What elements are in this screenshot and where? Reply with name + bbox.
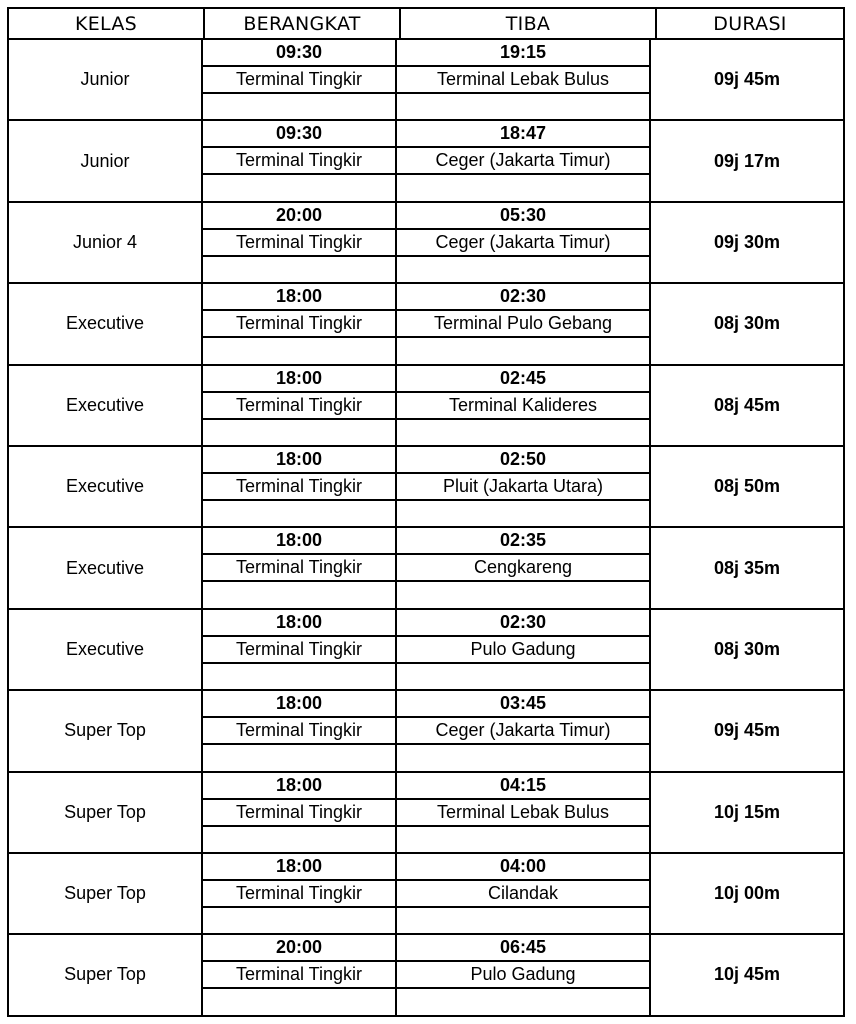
kelas-cell: Executive: [9, 447, 203, 526]
kelas-cell: Executive: [9, 284, 203, 363]
tiba-cell: [397, 121, 651, 200]
table-row: [7, 366, 845, 447]
arrival-place: Ceger (Jakarta Timur): [397, 148, 649, 175]
arrival-time: 02:30: [397, 284, 649, 311]
berangkat-cell: [203, 528, 397, 607]
tiba-cell: [397, 366, 651, 445]
tiba-cell: [397, 691, 651, 770]
kelas-cell: Super Top: [9, 773, 203, 852]
table-row: [7, 121, 845, 202]
table-row: [7, 854, 845, 935]
tiba-cell: [397, 284, 651, 363]
empty-subcell: [397, 989, 649, 1014]
durasi-cell: 08j 30m: [713, 638, 781, 659]
durasi-cell: 08j 35m: [713, 557, 781, 578]
empty-subcell: [397, 175, 649, 200]
departure-time: 09:30: [203, 40, 395, 67]
arrival-time: 18:47: [397, 121, 649, 148]
arrival-time: 05:30: [397, 203, 649, 230]
arrival-time: 06:45: [397, 935, 649, 962]
durasi-cell: 10j 45m: [713, 964, 781, 985]
departure-place: Terminal Tingkir: [203, 881, 395, 908]
departure-time: 18:00: [203, 691, 395, 718]
table-row: [7, 773, 845, 854]
table-row: [7, 528, 845, 609]
departure-place: Terminal Tingkir: [203, 800, 395, 827]
departure-place: Terminal Tingkir: [203, 67, 395, 94]
tiba-cell: [397, 773, 651, 852]
durasi-cell: 09j 45m: [713, 720, 781, 741]
departure-time: 18:00: [203, 610, 395, 637]
kelas-cell: Executive: [9, 528, 203, 607]
empty-subcell: [397, 501, 649, 526]
departure-place: Terminal Tingkir: [203, 230, 395, 257]
departure-place: Terminal Tingkir: [203, 474, 395, 501]
table-body: [7, 40, 845, 1017]
empty-subcell: [397, 827, 649, 852]
arrival-time: 02:45: [397, 366, 649, 393]
berangkat-cell: [203, 691, 397, 770]
empty-subcell: [203, 908, 395, 933]
empty-subcell: [397, 908, 649, 933]
empty-subcell: [203, 582, 395, 607]
arrival-time: 02:50: [397, 447, 649, 474]
tiba-cell: [397, 40, 651, 119]
table-row: [7, 40, 845, 121]
berangkat-cell: [203, 447, 397, 526]
empty-subcell: [203, 175, 395, 200]
arrival-place: Cilandak: [397, 881, 649, 908]
kelas-cell: Junior: [9, 121, 203, 200]
kelas-cell: Junior: [9, 40, 203, 119]
empty-subcell: [397, 745, 649, 770]
departure-place: Terminal Tingkir: [203, 311, 395, 338]
berangkat-cell: [203, 773, 397, 852]
arrival-time: 04:15: [397, 773, 649, 800]
empty-subcell: [203, 827, 395, 852]
empty-subcell: [203, 94, 395, 119]
kelas-cell: Executive: [9, 366, 203, 445]
departure-time: 18:00: [203, 284, 395, 311]
departure-place: Terminal Tingkir: [203, 718, 395, 745]
kelas-cell: Executive: [9, 610, 203, 689]
empty-subcell: [203, 501, 395, 526]
berangkat-cell: [203, 203, 397, 282]
departure-time: 18:00: [203, 773, 395, 800]
empty-subcell: [397, 664, 649, 689]
departure-place: Terminal Tingkir: [203, 393, 395, 420]
empty-subcell: [203, 257, 395, 282]
empty-subcell: [203, 338, 395, 363]
departure-place: Terminal Tingkir: [203, 962, 395, 989]
arrival-place: Ceger (Jakarta Timur): [397, 230, 649, 257]
empty-subcell: [203, 420, 395, 445]
arrival-place: Pluit (Jakarta Utara): [397, 474, 649, 501]
table-row: [7, 203, 845, 284]
berangkat-cell: [203, 40, 397, 119]
tiba-cell: [397, 447, 651, 526]
durasi-cell: 08j 30m: [713, 313, 781, 334]
arrival-place: Pulo Gadung: [397, 637, 649, 664]
arrival-place: Terminal Lebak Bulus: [397, 67, 649, 94]
durasi-cell: 08j 45m: [713, 394, 781, 415]
tiba-cell: [397, 203, 651, 282]
table-row: [7, 610, 845, 691]
schedule-table: [7, 7, 845, 1017]
tiba-cell: [397, 610, 651, 689]
departure-place: Terminal Tingkir: [203, 555, 395, 582]
arrival-place: Ceger (Jakarta Timur): [397, 718, 649, 745]
empty-subcell: [397, 582, 649, 607]
departure-place: Terminal Tingkir: [203, 148, 395, 175]
departure-time: 18:00: [203, 854, 395, 881]
arrival-time: 03:45: [397, 691, 649, 718]
kelas-cell: Junior 4: [9, 203, 203, 282]
arrival-time: 02:30: [397, 610, 649, 637]
empty-subcell: [203, 745, 395, 770]
arrival-place: Terminal Kalideres: [397, 393, 649, 420]
arrival-place: Terminal Lebak Bulus: [397, 800, 649, 827]
departure-time: 20:00: [203, 935, 395, 962]
tiba-cell: [397, 935, 651, 1014]
durasi-cell: 09j 45m: [713, 69, 781, 90]
arrival-time: 04:00: [397, 854, 649, 881]
arrival-place: Terminal Pulo Gebang: [397, 311, 649, 338]
berangkat-cell: [203, 121, 397, 200]
table-row: [7, 284, 845, 365]
departure-time: 20:00: [203, 203, 395, 230]
berangkat-cell: [203, 935, 397, 1014]
header-durasi: DURASI: [713, 12, 787, 35]
departure-time: 18:00: [203, 366, 395, 393]
arrival-time: 02:35: [397, 528, 649, 555]
kelas-cell: Super Top: [9, 854, 203, 933]
tiba-cell: [397, 854, 651, 933]
table-row: [7, 447, 845, 528]
empty-subcell: [397, 94, 649, 119]
arrival-place: Pulo Gadung: [397, 962, 649, 989]
durasi-cell: 10j 00m: [713, 883, 781, 904]
arrival-time: 19:15: [397, 40, 649, 67]
berangkat-cell: [203, 366, 397, 445]
departure-time: 18:00: [203, 528, 395, 555]
durasi-cell: 09j 30m: [713, 231, 781, 252]
kelas-cell: Super Top: [9, 691, 203, 770]
kelas-cell: Super Top: [9, 935, 203, 1014]
table-row: [7, 691, 845, 772]
header-berangkat: BERANGKAT: [205, 9, 401, 38]
empty-subcell: [397, 420, 649, 445]
durasi-cell: 10j 15m: [713, 801, 781, 822]
header-kelas: KELAS: [9, 9, 205, 38]
durasi-cell: 08j 50m: [713, 476, 781, 497]
berangkat-cell: [203, 284, 397, 363]
empty-subcell: [203, 989, 395, 1014]
departure-time: 18:00: [203, 447, 395, 474]
departure-place: Terminal Tingkir: [203, 637, 395, 664]
departure-time: 09:30: [203, 121, 395, 148]
empty-subcell: [397, 257, 649, 282]
table-header: [7, 7, 845, 40]
header-tiba: TIBA: [401, 9, 657, 38]
berangkat-cell: [203, 610, 397, 689]
empty-subcell: [397, 338, 649, 363]
arrival-place: Cengkareng: [397, 555, 649, 582]
durasi-cell: 09j 17m: [713, 150, 781, 171]
tiba-cell: [397, 528, 651, 607]
berangkat-cell: [203, 854, 397, 933]
empty-subcell: [203, 664, 395, 689]
table-row: [7, 935, 845, 1016]
